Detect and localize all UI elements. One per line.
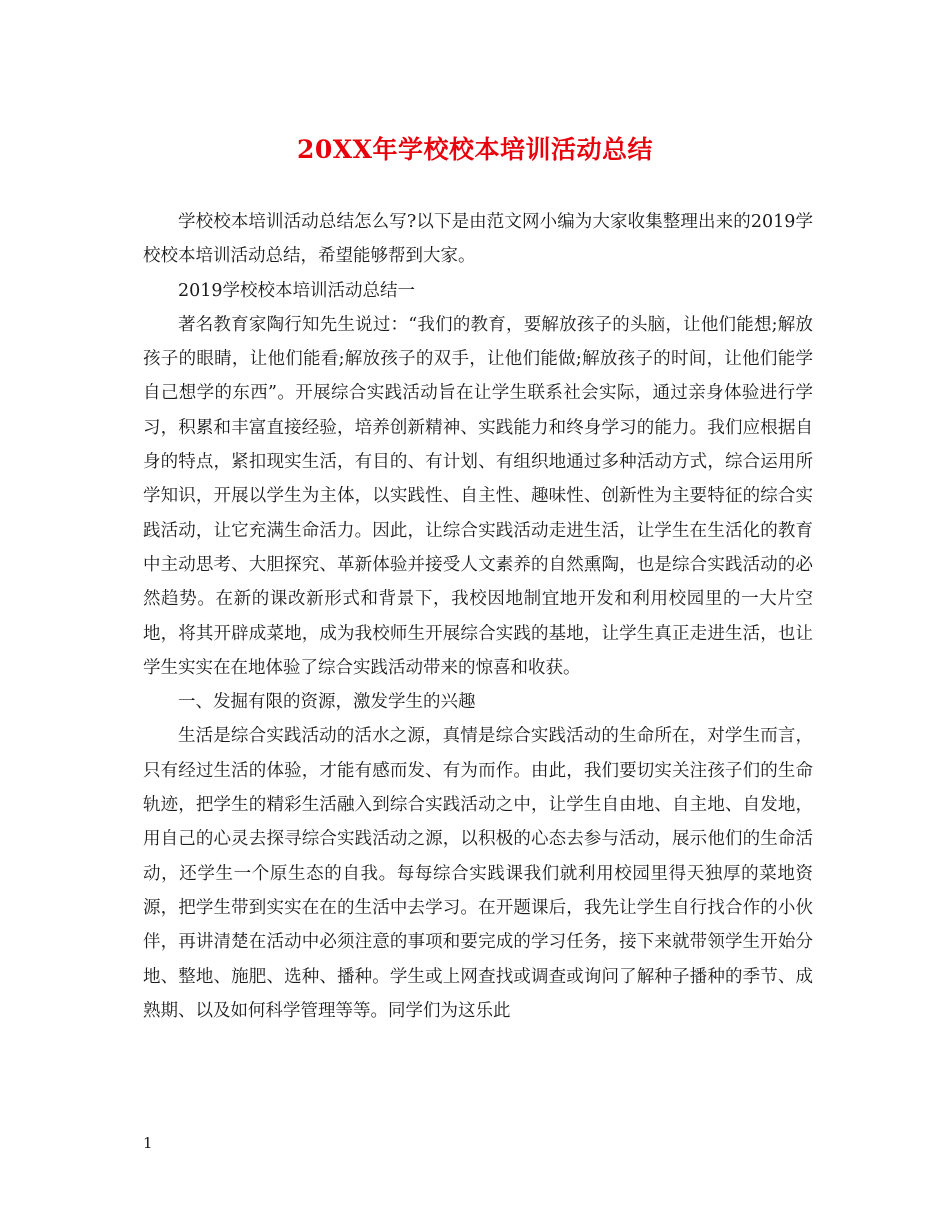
page-number: 1 — [143, 1134, 153, 1152]
paragraph-subheading: 一、发掘有限的资源，激发学生的兴趣 — [178, 692, 476, 713]
document-body — [143, 205, 813, 1028]
paragraph-body: 著名教育家陶行知先生说过：“我们的教育，要解放孩子的头脑，让他们能想;解放孩子的眼睛，让他们能看;解放孩子的双手，让他们能做;解放孩子的时间，让他们能学自己想学的东西”。开展综合实践活动旨在让学生联系社会实际，通过亲身体验进行学习，积累和丰富直接经验，培养创新精神、实践能力和终身学习的能力。我们应根据自身的特点，紧扣现实生活，有目的、有计划、有组织地通过多种活动方式，综合运用所学知识，开展以学生为主体，以实践性、自主性、趣味性、创新性为主要特征的综合实践活动，让它充满生命活力。因此，让综合实践活动走进生活，让学生在生活化的教育中主动思考、大胆探究、革新体验并接受人文素养的自然熏陶，也是综合实践活动的必然趋势。在新的课改新形式和背景下，我校因地制宜地开发和利用校园里的一大片空地，将其开辟成菜地，成为我校师生开展综合实践的基地，让学生真正走进生活，也让学生实实在在地体验了综合实践活动带来的惊喜和收获。 — [143, 314, 813, 678]
paragraph-body: 生活是综合实践活动的活水之源，真情是综合实践活动的生命所在，对学生而言，只有经过生活的体验，才能有感而发、有为而作。由此，我们要切实关注孩子们的生命轨迹，把学生的精彩生活融入到综合实践活动之中，让学生自由地、自主地、自发地，用自己的心灵去探寻综合实践活动之源，以积极的心态去参与活动，展示他们的生命活动，还学生一个原生态的自我。每每综合实践课我们就利用校园里得天独厚的菜地资源，把学生带到实实在在的生活中去学习。在开题课后，我先让学生自行找合作的小伙伴，再讲清楚在活动中必须注意的事项和要完成的学习任务，接下来就带领学生开始分地、整地、施肥、选种、播种。学生或上网查找或调查或询问了解种子播种的季节、成熟期、以及如何科学管理等等。同学们为这乐此 — [143, 726, 813, 1021]
paragraph-section-heading: 2019学校校本培训活动总结一 — [178, 280, 416, 301]
document-title: 20XX年学校校本培训活动总结 — [296, 135, 654, 164]
paragraph-intro: 学校校本培训活动总结怎么写?以下是由范文网小编为大家收集整理出来的2019学校校本培训活动总结，希望能够帮到大家。 — [143, 212, 813, 267]
